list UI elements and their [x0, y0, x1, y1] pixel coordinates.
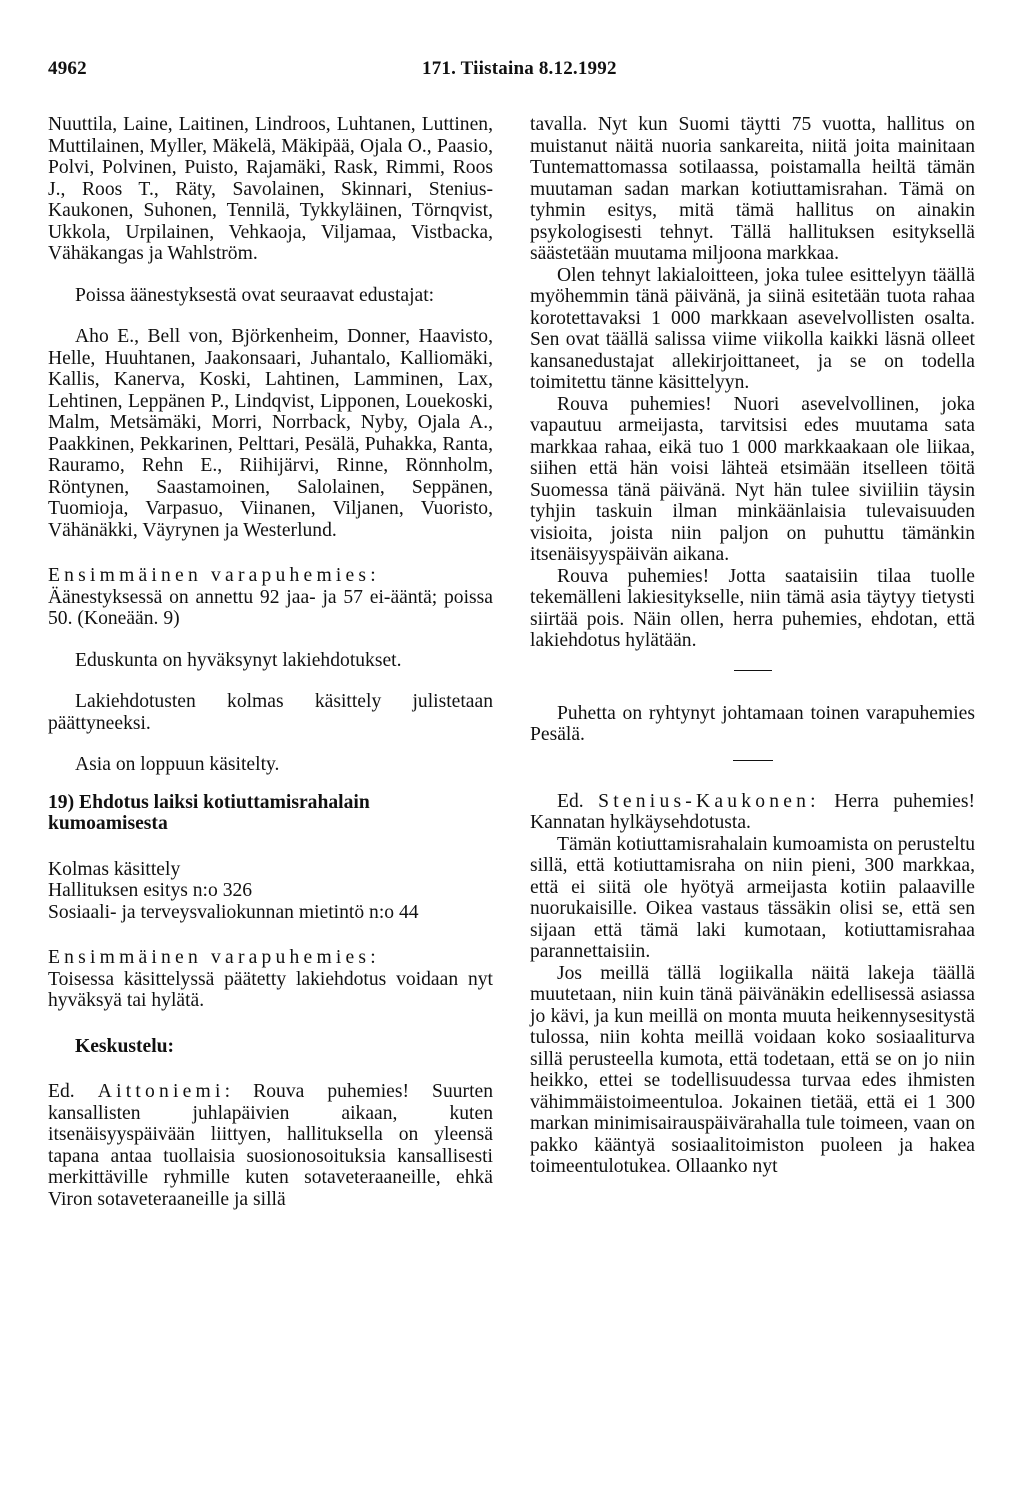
discussion-heading: Keskustelu: [75, 1035, 175, 1057]
approval-statement: Eduskunta on hyväksynyt lakiehdotukset. [75, 649, 402, 671]
speaker-prefix: Ed. [48, 1081, 75, 1102]
continued-paragraph: tavalla. Nyt kun Suomi täytti 75 vuotta, hallitus on muistanut näitä nuoria sankareita, niitä joita mainitaan Tuntemattomassa sotilaassa, poistamalla heiltä tämän muutaman sadan markan kotiuttamisrahan. Tämä on tyhmin esitys, mitä tämä hallitus on ainakin psykologisesti tehnyt. Tällä hallituksen esityksellä säästetään muutama miljoona markkaa. [530, 114, 975, 264]
absent-intro: Poissa äänestyksestä ovat seuraavat edustajat: [75, 284, 435, 306]
speaker-prefix: Ed. [557, 790, 584, 812]
speaker-name: Ensimmäinen varapuhemies: [48, 947, 380, 968]
speaker-label-1 [48, 565, 493, 587]
speech-stenius-kaukonen [530, 791, 975, 834]
committee-report: Sosiaali- ja terveysvaliokunnan mietintö n:o 44 [48, 901, 419, 923]
speaker-name: Ensimmäinen varapuhemies: [48, 565, 380, 586]
reading-label: Kolmas käsittely [48, 858, 181, 880]
speaker-name: Stenius-Kaukonen: [598, 790, 820, 812]
right-column [530, 114, 975, 1178]
left-column [48, 114, 493, 1210]
paragraph: Rouva puhemies! Jotta saataisiin tilaa tuolle tekemälleni lakiesitykselle, niin tämä asia täytyy tietysti siirtää pois. Näin ollen, herra puhemies, ehdotan, että lakiehdotus hylätään. [530, 565, 975, 651]
paragraph: Tämän kotiuttamisrahalain kumoamista on perusteltu sillä, että kotiuttamisraha on niin pieni, 300 markkaa, että ei siitä ole hyötyä armeijasta kotiin palaaville nuorukaisille. Oikea vastaus tässäkin olisi se, että sen sijaan että tämä laki kumotaan, kotiuttamisrahaa parannettaisiin. [530, 833, 975, 962]
paragraph: Jos meillä tällä logiikalla näitä lakeja täällä muutetaan, niin kuin tänä päivänäkin edellisessä asiassa jo kävi, ja kun meillä on monta muuta heikennysesitystä tulossa, niin kohta meillä voidaan koko sosiaaliturva sillä perusteella kumota, että todetaan, että se on jo niin heikko, ettei se todellisuudessa turvaa edes ihmisten vähimmäistoimeentuloa. Jokainen tietää, että ei 1 300 markan minimisairauspäivärahalla tule toimeen, vaan on pakko kääntyä sosiaalitoimiston puoleen ja hakea toimeentulotukea. Ollaanko nyt [530, 962, 975, 1177]
paragraph: Olen tehnyt lakialoitteen, joka tulee esittelyyn täällä myöhemmin tänä päivänä, ja siinä esitetään tuota rahaa korotettavaksi 1 000 markkaan asevelvollisten osalta. Sen ovat täällä salissa viime viikolla kaikki läsnä olleet kansanedustajat allekirjoittaneet, ja se on todella toimitettu tänne käsittelyyn. [530, 264, 975, 393]
reading-closed-statement: Lakiehdotusten kolmas käsittely julistetaan päättyneeksi. [48, 691, 493, 734]
section-divider [733, 760, 773, 761]
page-number: 4962 [48, 58, 87, 79]
paragraph: Rouva puhemies! Nuori asevelvollinen, joka vapautuu armeijasta, tarvitsisi edes muutama sata markkaa rahaa, eikä tuo 1 000 markkaakaan ole liikaa, siihen että hän voisi lähteä etsimään itselleen töitä Suomessa tänä päivänä. Nyt hän tulee siviiliin täysin tyhjin taskuin ilman minkäänlaisia tulevaisuuden visioita, joista niin paljon on puhuttu tämänkin itsenäisyyspäivän aikana. [530, 393, 975, 565]
session-date: 171. Tiistaina 8.12.1992 [422, 58, 617, 79]
speech-text: Herra puhemies! Kannatan hylkäysehdotusta. [530, 790, 975, 833]
matter-closed-statement: Asia on loppuun käsitelty. [75, 754, 280, 775]
section-divider [734, 670, 772, 671]
chair-change-note: Puhetta on ryhtynyt johtamaan toinen varapuhemies Pesälä. [530, 702, 975, 745]
speaker-2-statement: Toisessa käsittelyssä päätetty lakiehdotus voidaan nyt hyväksyä tai hylätä. [48, 968, 493, 1011]
agenda-item-title: 19) Ehdotus laiksi kotiuttamisrahalain kumoamisesta [48, 791, 370, 834]
speech-text: Rouva puhemies! Suurten kansallisten juhlapäivien aikaan, kuten itsenäisyyspäivään liittyen, hallituksella on yleensä tapana antaa tuollaisia suosionosoituksia kansallisesti merkittäville ryhmille kuten sotaveteraaneille, ehkä Viron sotaveteraaneille ja sillä [48, 1081, 494, 1210]
vote-result: Äänestyksessä on annettu 92 jaa- ja 57 ei-ääntä; poissa 50. (Koneään. 9) [48, 586, 493, 629]
voters-list: Nuuttila, Laine, Laitinen, Lindroos, Luhtanen, Luttinen, Muttilainen, Myller, Mäkelä, Mäkipää, Ojala O., Paasio, Polvi, Polvinen, Puisto, Rajamäki, Rask, Rimmi, Roos J., Roos T., Räty, Savolainen, Skinnari, Stenius-Kaukonen, Suhonen, Tennilä, Tykkyläinen, Törnqvist, Ukkola, Urpilainen, Vehkaoja, Viljamaa, Vistbacka, Vähäkangas ja Wahlström. [48, 114, 493, 264]
government-bill: Hallituksen esitys n:o 326 [48, 880, 253, 901]
speaker-label-2 [48, 947, 493, 969]
absent-list: Aho E., Bell von, Björkenheim, Donner, Haavisto, Helle, Huuhtanen, Jaakonsaari, Juhantalo, Kalliomäki, Kallis, Kanerva, Koski, Lahtinen, Lamminen, Lax, Lehtinen, Leppänen P., Lindqvist, Lipponen, Louekoski, Malm, Metsämäki, Morri, Norrback, Nyby, Ojala A., Paakkinen, Pekkarinen, Pelttari, Pesälä, Puhakka, Ranta, Rauramo, Rehn E., Riihijärvi, Rinne, Rönnholm, Röntynen, Saastamoinen, Salolainen, Seppänen, Tuomioja, Varpasuo, Viinanen, Viljanen, Vuoristo, Vähänäkki, Väyrynen ja Westerlund. [48, 326, 493, 541]
speaker-name: Aittoniemi [97, 1081, 225, 1102]
speech-aittoniemi: Ed. Aittoniemi: Rouva puhemies! Suurten kansallisten juhlapäivien aikaan, kuten itsenäisyyspäivään liittyen, hallituksella on yleensä tapana antaa tuollaisia suosionosoituksia kansallisesti merkittäville ryhmille kuten sotaveteraaneille, ehkä Viron sotaveteraaneille ja sillä [48, 1081, 494, 1210]
